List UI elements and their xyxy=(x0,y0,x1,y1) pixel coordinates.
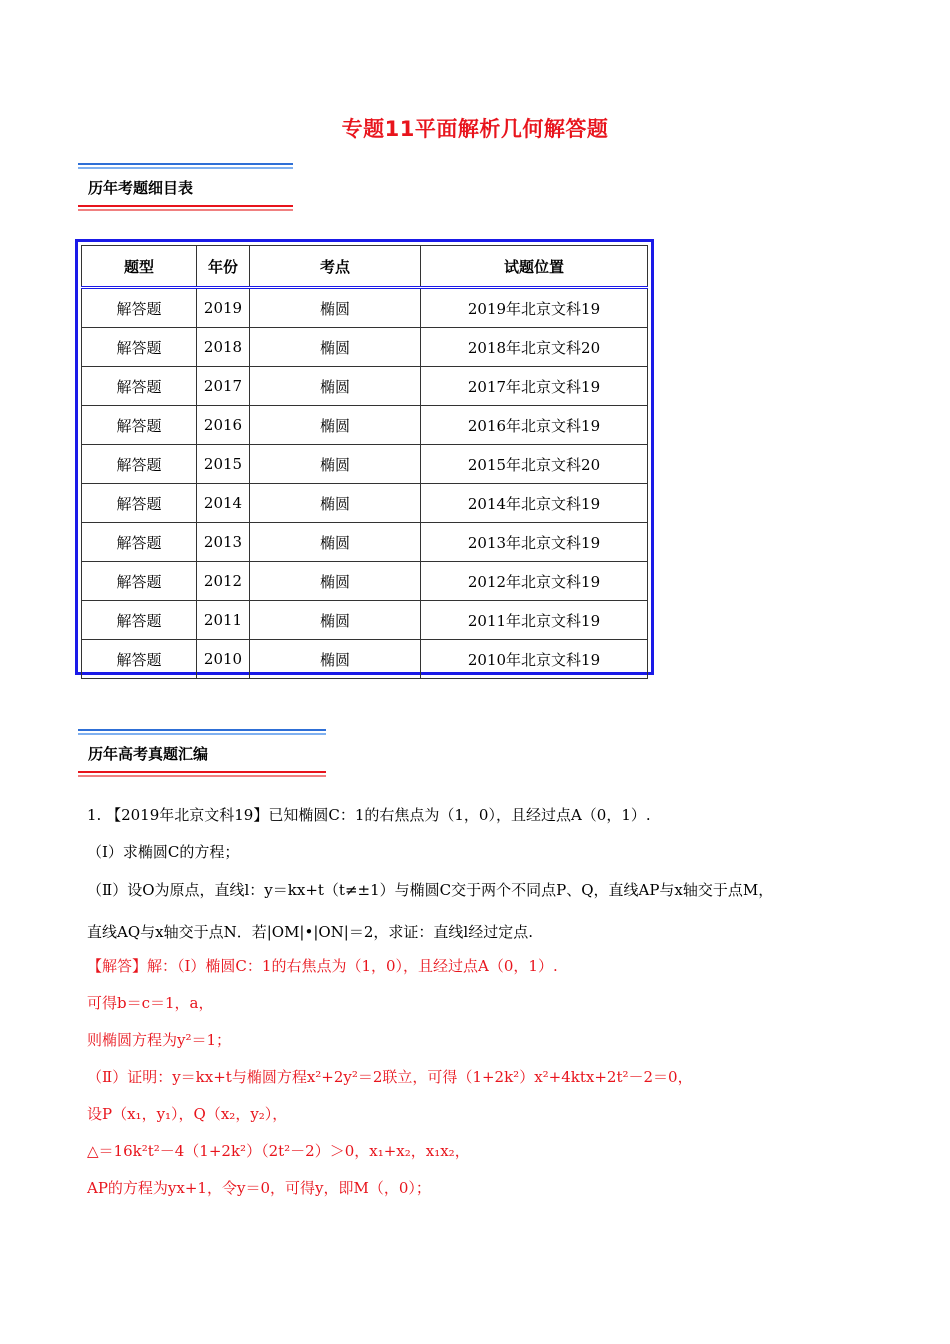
cell: 解答题 xyxy=(82,640,197,679)
table-row xyxy=(82,523,648,562)
cell: 2018 xyxy=(197,328,250,367)
cell: 椭圆 xyxy=(250,367,421,406)
cell: 2014年北京文科19 xyxy=(421,484,648,523)
cell: 2011 xyxy=(197,601,250,640)
topic-table-frame xyxy=(75,239,654,675)
cell: 解答题 xyxy=(82,367,197,406)
top-rule-light xyxy=(78,167,293,169)
table-row xyxy=(82,367,648,406)
document-title: 专题11平面解析几何解答题 xyxy=(341,117,609,141)
top-rule xyxy=(78,729,326,731)
cell: 解答题 xyxy=(82,288,197,328)
cell: 解答题 xyxy=(82,523,197,562)
problem-line: （Ⅱ）设O为原点，直线l：y＝kx+t（t≠±1）与椭圆C交于两个不同点P、Q，直线AP与x轴交于点M， xyxy=(87,881,774,899)
cell: 解答题 xyxy=(82,601,197,640)
cell: 椭圆 xyxy=(250,523,421,562)
header-cell: 题型 xyxy=(82,246,197,288)
section-label: 历年高考真题汇编 xyxy=(88,745,209,763)
header-cell: 考点 xyxy=(250,246,421,288)
problem-line: 1. 【2019年北京文科19】已知椭圆C：1的右焦点为（1，0），且经过点A（0，1）. xyxy=(87,806,651,824)
problem-text xyxy=(87,797,877,955)
table-row xyxy=(82,328,648,367)
cell: 椭圆 xyxy=(250,562,421,601)
cell: 2017年北京文科19 xyxy=(421,367,648,406)
cell: 2010年北京文科19 xyxy=(421,640,648,679)
header-cell: 年份 xyxy=(197,246,250,288)
table-row xyxy=(82,406,648,445)
cell: 2016年北京文科19 xyxy=(421,406,648,445)
problem-line: （Ⅰ）求椭圆C的方程； xyxy=(87,843,240,861)
cell: 椭圆 xyxy=(250,484,421,523)
section-heading-problems xyxy=(78,729,326,779)
section-label: 历年考题细目表 xyxy=(88,179,194,197)
solution-line: （Ⅱ）证明：y＝kx+t与椭圆方程x²+2y²＝2联立，可得（1+2k²）x²+4ktx+2t²－2＝0， xyxy=(87,1068,693,1086)
bottom-rule xyxy=(78,205,293,207)
cell: 解答题 xyxy=(82,328,197,367)
cell: 椭圆 xyxy=(250,406,421,445)
cell: 2012 xyxy=(197,562,250,601)
cell: 2012年北京文科19 xyxy=(421,562,648,601)
cell: 椭圆 xyxy=(250,328,421,367)
table-row xyxy=(82,601,648,640)
solution-line: 设P（x₁，y₁），Q（x₂，y₂）， xyxy=(87,1105,288,1123)
top-rule xyxy=(78,163,293,165)
topic-table xyxy=(81,245,648,679)
cell: 2013 xyxy=(197,523,250,562)
solution-line: 可得b＝c＝1，a， xyxy=(87,994,214,1012)
cell: 2019 xyxy=(197,288,250,328)
table-row xyxy=(82,640,648,679)
cell: 椭圆 xyxy=(250,288,421,328)
cell: 2019年北京文科19 xyxy=(421,288,648,328)
cell: 2013年北京文科19 xyxy=(421,523,648,562)
solution-text xyxy=(87,948,877,1207)
cell: 2015年北京文科20 xyxy=(421,445,648,484)
table-header-row xyxy=(82,246,648,288)
cell: 解答题 xyxy=(82,445,197,484)
bottom-rule xyxy=(78,771,326,773)
bottom-rule-light xyxy=(78,209,293,211)
solution-line: △＝16k²t²－4（1+2k²）（2t²－2）＞0，x₁+x₂，x₁x₂， xyxy=(87,1142,470,1160)
cell: 解答题 xyxy=(82,484,197,523)
table-row xyxy=(82,562,648,601)
cell: 椭圆 xyxy=(250,601,421,640)
cell: 2011年北京文科19 xyxy=(421,601,648,640)
cell: 椭圆 xyxy=(250,445,421,484)
cell: 解答题 xyxy=(82,406,197,445)
cell: 2010 xyxy=(197,640,250,679)
solution-line: 则椭圆方程为y²＝1； xyxy=(87,1031,232,1049)
solution-line: 【解答】解：（Ⅰ）椭圆C：1的右焦点为（1，0），且经过点A（0，1）. xyxy=(87,957,558,975)
cell: 2017 xyxy=(197,367,250,406)
problem-line: 直线AQ与x轴交于点N．若|OM|•|ON|＝2，求证：直线l经过定点. xyxy=(87,923,533,941)
section-heading-table xyxy=(78,163,293,213)
solution-line: AP的方程为yx+1，令y＝0，可得y，即M（，0）； xyxy=(87,1179,431,1197)
header-cell: 试题位置 xyxy=(421,246,648,288)
cell: 2015 xyxy=(197,445,250,484)
cell: 椭圆 xyxy=(250,640,421,679)
cell: 解答题 xyxy=(82,562,197,601)
cell: 2016 xyxy=(197,406,250,445)
table-row xyxy=(82,445,648,484)
table-row xyxy=(82,288,648,328)
cell: 2014 xyxy=(197,484,250,523)
table-row xyxy=(82,484,648,523)
cell: 2018年北京文科20 xyxy=(421,328,648,367)
bottom-rule-light xyxy=(78,775,326,777)
top-rule-light xyxy=(78,733,326,735)
